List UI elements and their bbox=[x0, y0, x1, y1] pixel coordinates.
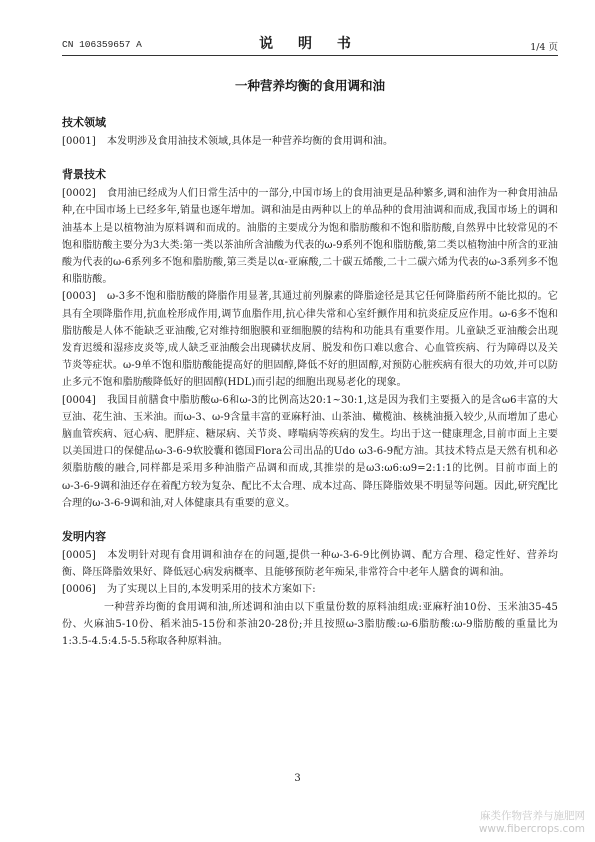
paragraph-0002 bbox=[62, 185, 558, 288]
page-number: 3 bbox=[294, 773, 301, 784]
paragraph-text: 本发明针对现有食用调和油存在的问题,提供一种ω-3-6-9比例协调、配方合理、稳定性好、营养均衡、降压降脂效果好、降低冠心病发病概率、且能够预防老年痴呆,非常符合中老年人膳食的调和油。 bbox=[62, 550, 558, 579]
paragraph-text: 本发明涉及食用油技术领域,具体是一种营养均衡的食用调和油。 bbox=[107, 136, 394, 147]
paragraph-id: [0005] bbox=[62, 550, 96, 562]
paragraph-text: 一种营养均衡的食用调和油,所述调和油由以下重量份数的原料油组成:亚麻籽油10份、玉米油35-45份、火麻油5-10份、稻米油5-15份和茶油20-28份;并且按照ω-3脂肪酸:ω-6脂肪酸:ω-9脂肪酸的重量比为1:3.5-4.5:4.5-5.5称取各种原料油。 bbox=[62, 601, 558, 648]
watermark bbox=[479, 810, 585, 836]
document-title: 一种营养均衡的食用调和油 bbox=[234, 78, 385, 93]
paragraph-text: 为了实现以上目的,本发明采用的技术方案如下: bbox=[107, 584, 316, 596]
paragraph-0005 bbox=[62, 547, 558, 581]
section-heading-background: 背景技术 bbox=[62, 168, 106, 182]
document-body bbox=[62, 70, 558, 650]
watermark-line-1: 麻类作物营养与施肥网 bbox=[480, 810, 585, 822]
section-heading-summary: 发明内容 bbox=[62, 530, 106, 544]
paragraph-0003 bbox=[62, 288, 558, 391]
paragraph-0006 bbox=[62, 581, 558, 598]
paragraph-text: ω-3多不饱和脂肪酸的降脂作用显著,其通过前列腺素的降脂途径是其它任何降脂药所不能比拟的。它具有全项降脂作用,抗血栓形成作用,调节血脂作用,抗心律失常和心室纤颤作用和抗炎症反应作用。ω-6多不饱和脂肪酸是人体不能缺乏亚油酸,它对维持细胞膜和亚细胞膜的结构和功能具有重要作用。儿童缺乏亚油酸会出现发育迟缓和湿疹皮炎等,成人缺乏亚油酸会出现磷状皮屑、脱发和伤口难以愈合、心血管疾病、行为障碍以及关节炎等症状。ω-9单不饱和脂肪酸能提高好的胆固醇,降低不好的胆固醇,对预防心脏疾病有很大的功效,并可以防止多元不饱和脂肪酸降低好的胆固醇(HDL)而引起的细胞出现易老化的现象。 bbox=[62, 291, 558, 389]
paragraph-id: [0004] bbox=[62, 394, 96, 406]
page-header bbox=[62, 31, 558, 56]
paragraph-0001 bbox=[62, 133, 558, 150]
paragraph-id: [0001] bbox=[62, 136, 96, 147]
paragraph-continuation bbox=[62, 599, 558, 651]
watermark-line-2: www.fibercrops.com bbox=[478, 823, 585, 835]
section-heading-technical-field: 技术领域 bbox=[62, 116, 106, 129]
paragraph-id: [0003] bbox=[62, 291, 96, 303]
paragraph-text: 我国目前膳食中脂肪酸ω-6和ω-3的比例高达20:1~30:1,这是因为我们主要摄入的是含ω6丰富的大豆油、花生油、玉米油。而ω-3、ω-9含量丰富的亚麻籽油、山茶油、橄榄油、核桃油摄入较少,从而增加了患心脑血管疾病、冠心病、肥胖症、糖尿病、关节炎、哮喘病等疾病的发生。均出于这一健康理念,目前市面上主要以美国进口的保健品ω-3-6-9软胶囊和德国Flora公司出品的Udo ω3-6-9配方油。其技术特点是天然有机和必须脂肪酸的融合,同样都是采用多种油脂产品调和而成,其推崇的是ω3:ω6:ω9=2:1:1的比例。目前市面上的ω-3-6-9调和油还存在着配方较为复杂、配比不太合理、成本过高、降压降脂效果不明显等问题。因此,研究配比合理的ω-3-6-9调和油,对人体健康具有重要的意义。 bbox=[62, 394, 558, 509]
paragraph-id: [0002] bbox=[62, 188, 96, 200]
page-indicator: 1/4 页 bbox=[530, 42, 558, 53]
document-type: 说 明 书 bbox=[259, 36, 361, 52]
paragraph-id: [0006] bbox=[62, 584, 96, 596]
paragraph-text: 食用油已经成为人们日常生活中的一部分,中国市场上的食用油更是品种繁多,调和油作为一种食用油品种,在中国市场上已经多年,销量也逐年增加。调和油是由两种以上的单品种的食用油调和而成,我国市场上的调和油基本上是以植物油为原料调和而成的。油脂的主要成分为饱和脂肪酸和不饱和脂肪酸,自然界中比较常见的不饱和脂肪酸主要分为3大类:第一类以茶油所含油酸为代表的ω-9系列不饱和脂肪酸,第二类以植物油中所含的亚油酸为代表的ω-6系列多不饱和脂肪酸,第三类是以α-亚麻酸,二十碳五烯酸,二十二碳六烯为代表的ω-3系列多不饱和脂肪酸。 bbox=[62, 188, 559, 286]
patent-number: CN 106359657 A bbox=[62, 39, 142, 50]
paragraph-0004 bbox=[62, 392, 558, 512]
